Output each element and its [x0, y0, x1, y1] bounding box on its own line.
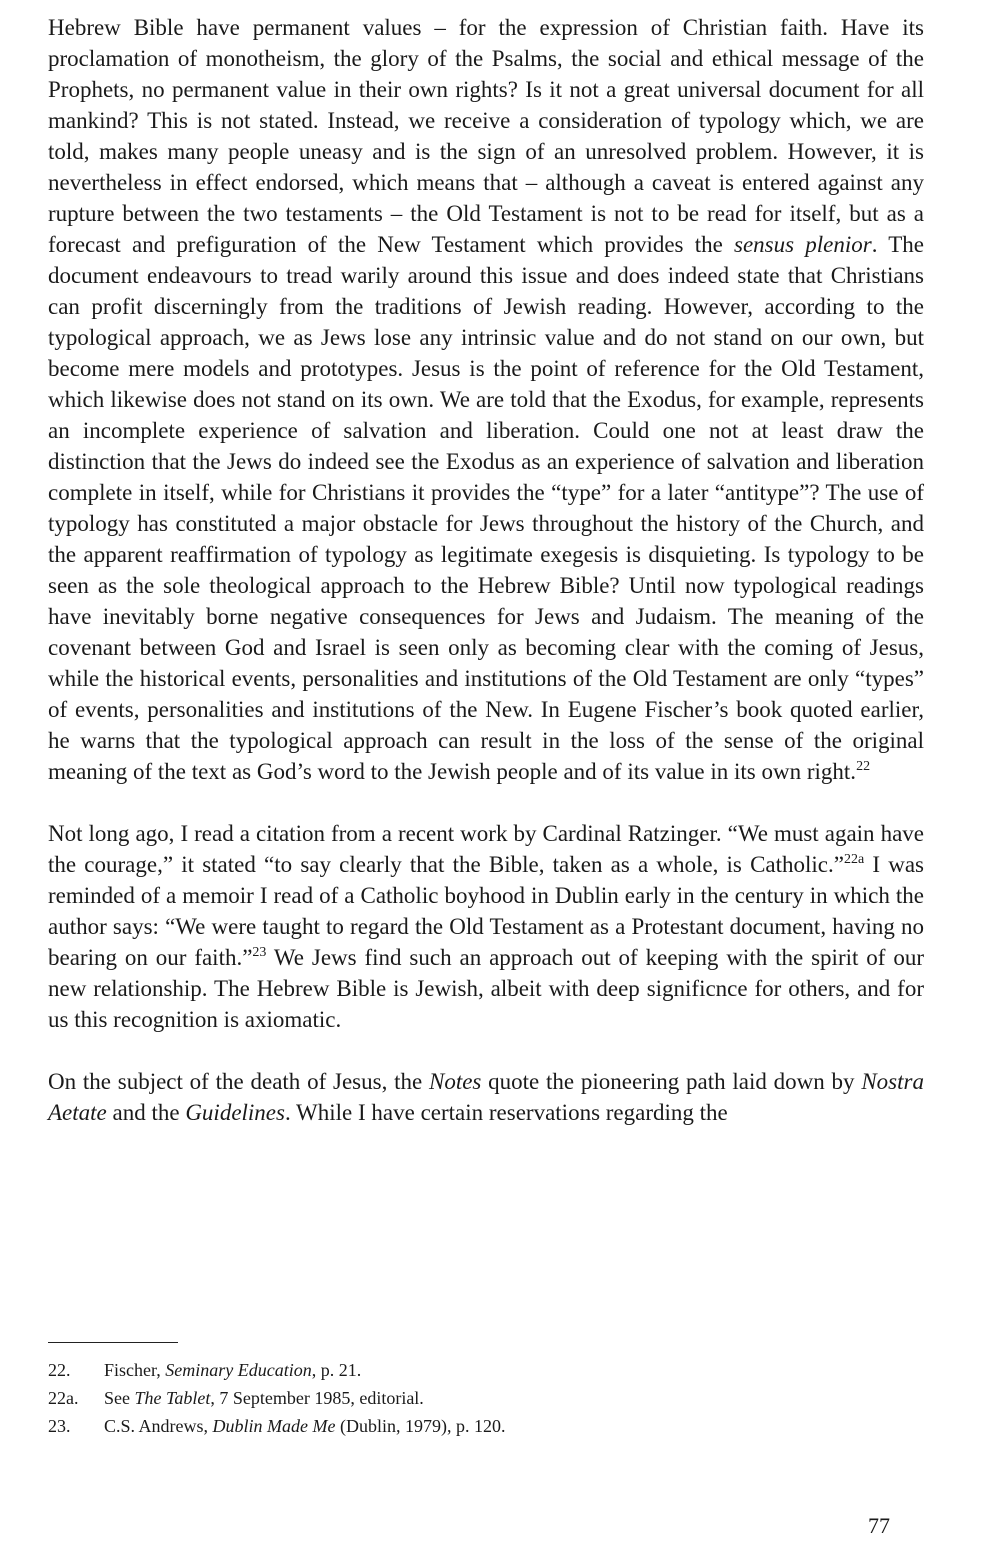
italic-text: Seminary Education: [165, 1360, 312, 1380]
footnote-number: 22a.: [48, 1388, 79, 1408]
footnote-separator: [48, 1342, 178, 1343]
text-run: I was reminded of a memoir I read of a Catholic boyhood in Dublin early in the century in which the author says: “We were taught to regard the Old Testament as a Protestant document, having no bearing on our faith.”: [48, 852, 924, 970]
page-number: 77: [868, 1513, 890, 1538]
text-run: Hebrew Bible have permanent values – for the expression of Christian faith. Have its proclamation of monotheism, the glory of the Psalms, the social and ethical message of the Prophets, no permanent value in their own rights? Is it not a great universal document for all mankind? This is not stated. Instead, we receive a consideration of typology which, we are told, makes many people uneasy and is the sign of an unresolved problem. However, it is nevertheless in effect endorsed, which means that – although a caveat is entered against any rupture between the two testaments – the Old Testament is not to be read for itself, but as a forecast and prefiguration of the New Testament which provides the: [48, 15, 924, 257]
footnote-marker: 23: [252, 945, 267, 960]
text-run: , p. 21.: [311, 1360, 362, 1380]
text-run: On the subject of the death of Jesus, the: [48, 1069, 429, 1094]
text-run: Not long ago, I read a citation from a recent work by Cardinal Ratzinger. “We must again have the courage,” it stated “to say clearly that the Bible, taken as a whole, is Catholic.”: [48, 821, 924, 877]
footnote-marker: 22: [856, 759, 871, 774]
text-run: and the: [106, 1100, 186, 1125]
text-run: . While I have certain reservations regarding the: [284, 1100, 728, 1125]
footnote-number: 23.: [48, 1416, 71, 1436]
text-run: . The document endeavours to tread warily around this issue and does indeed state that Christians can profit discerningly from the traditions of Jewish reading. However, according to the typological approach, we as Jews lose any intrinsic value and do not stand on our own, but become mere models and prototypes. Jesus is the point of reference for the Old Testament, which likewise does not stand on its own. We are told that the Exodus, for example, represents an incomplete experience of salvation and liberation. Could one not at least draw the distinction that the Jews do indeed see the Exodus as an experience of salvation and liberation complete in itself, while for Christians it provides the “type” for a later “antitype”? The use of typology has constituted a major obstacle for Jews throughout the history of the Church, and the apparent reaffirmation of typology as legitimate exegesis is disquieting. Is typology to be seen as the sole theological approach to the Hebrew Bible? Until now typological readings have inevitably borne negative consequences for Jews and Judaism. The meaning of the covenant between God and Israel is seen only as becoming clear with the coming of Jesus, while the historical events, personalities and institutions of the Old Testament are only “types” of events, personalities and institutions of the New. In Eugene Fischer’s book quoted earlier, he warns that the typological approach can result in the loss of the sense of the original meaning of the text as God’s word to the Jewish people and of its value in its own right.: [48, 232, 925, 784]
text-run: (Dublin, 1979), p. 120.: [335, 1416, 506, 1436]
italic-text: sensus plenior: [734, 232, 872, 257]
text-run: C.S. Andrews,: [104, 1416, 213, 1436]
footnote: [48, 1384, 924, 1412]
italic-text: Guidelines: [185, 1100, 285, 1125]
italic-text: Notes: [428, 1069, 482, 1094]
italic-text: Nostra Aetate: [48, 1069, 924, 1125]
footnote-marker: 22a: [843, 852, 865, 867]
italic-text: Dublin Made Me: [212, 1416, 336, 1436]
body-text: [48, 12, 924, 1128]
paragraph: [48, 818, 924, 1035]
footnote-number: 22.: [48, 1360, 71, 1380]
text-run: , 7 September 1985, editorial.: [210, 1388, 424, 1408]
italic-text: The Tablet: [134, 1388, 211, 1408]
text-run: quote the pioneering path laid down by: [481, 1069, 862, 1094]
paragraph: [48, 1066, 924, 1128]
footnote: [48, 1356, 924, 1384]
footnote: [48, 1412, 924, 1440]
paragraph: [48, 12, 924, 787]
text-run: Fischer,: [104, 1360, 166, 1380]
footnotes: [48, 1356, 924, 1440]
text-run: See: [104, 1388, 135, 1408]
text-run: We Jews find such an approach out of keeping with the spirit of our new relationship. The Hebrew Bible is Jewish, albeit with deep significnce for others, and for us this recognition is axiomatic.: [48, 945, 924, 1032]
